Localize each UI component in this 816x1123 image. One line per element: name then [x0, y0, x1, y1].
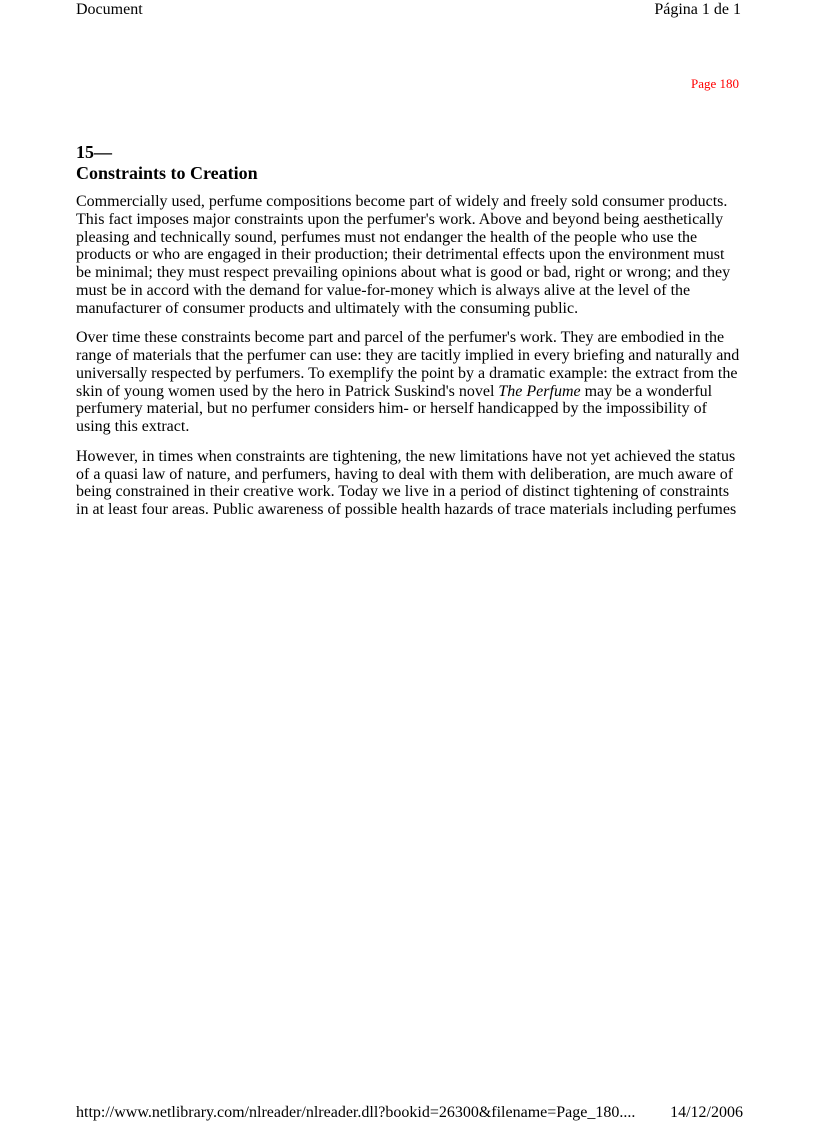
print-header-title: Document: [76, 1, 143, 18]
document-body: [76, 142, 743, 519]
print-footer-date: 14/12/2006: [670, 1104, 743, 1121]
chapter-number: 15—: [76, 142, 112, 162]
print-footer-url: http://www.netlibrary.com/nlreader/nlreader.dll?bookid=26300&filename=Page_180....: [76, 1104, 636, 1121]
paragraph-3: However, in times when constraints are tightening, the new limitations have not yet achieved the status of a quasi law of nature, and perfumers, having to deal with them with deliberation, are much aware of being constrained in their creative work. Today we live in a period of distinct tightening of constraints in at least four areas. Public awareness of possible health hazards of trace materials including perfumes: [76, 447, 737, 518]
paragraph-2-text-start: Over time these constraints become part and parcel of the perfumer's work. They are embodied in the range of materials that the perfumer can use: they are tacitly implied in every briefing and naturally and universally respected by perfumers. To exemplify the point by a dramatic example: the extract from the skin of young women used by the hero in Patrick Suskind's novel: [76, 329, 740, 400]
page-number-marker: Page 180: [690, 76, 739, 91]
paragraph-1: Commercially used, perfume compositions become part of widely and freely sold consumer products. This fact imposes major constraints upon the perfumer's work. Above and beyond being aesthetically pleasing and technically sound, perfumes must not endanger the health of the people who use the products or who are engaged in their production; their detrimental effects upon the environment must be minimal; they must respect prevailing opinions about what is good or bad, right or wrong; and they must be in accord with the demand for value-for-money which is always alive at the level of the manufacturer of consumer products and ultimately with the consuming public.: [76, 193, 731, 317]
chapter-heading: [76, 142, 743, 184]
paragraph-2-text-end: may be a wonderful perfumery material, but no perfumer considers him- or herself handicapped by the impossibility of using this extract.: [76, 382, 713, 435]
chapter-title: Constraints to Creation: [76, 163, 258, 183]
book-title-italic: The Perfume: [498, 382, 581, 400]
paragraph-2: [76, 329, 743, 436]
print-header-page-info: Página 1 de 1: [654, 1, 741, 18]
